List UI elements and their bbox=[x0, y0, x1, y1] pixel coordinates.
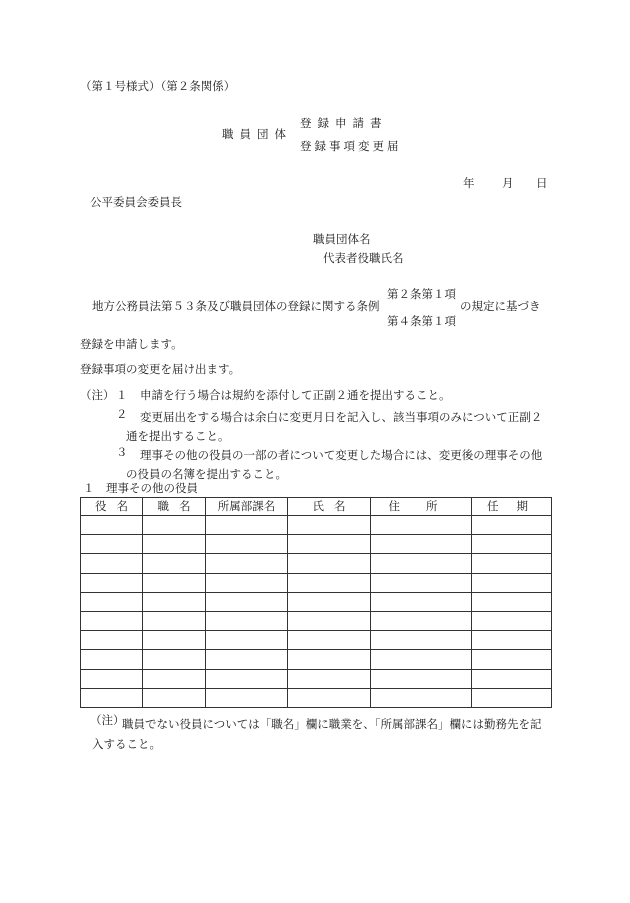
table-row bbox=[81, 535, 552, 554]
table-row bbox=[81, 650, 552, 669]
table-cell[interactable] bbox=[288, 573, 371, 592]
table-cell[interactable] bbox=[288, 592, 371, 611]
note-text: 申請を行う場合は規約を添付して正副２通を提出すること。 bbox=[140, 388, 451, 402]
table-cell[interactable] bbox=[81, 650, 143, 669]
notes-label: （注） bbox=[80, 388, 115, 402]
law-suffix: の規定に基づき bbox=[460, 299, 541, 313]
table-cell[interactable] bbox=[288, 554, 371, 573]
table-cell[interactable] bbox=[206, 516, 288, 535]
table-cell[interactable] bbox=[81, 535, 143, 554]
org-name-label: 職員団体名 bbox=[313, 232, 371, 246]
table-cell[interactable] bbox=[472, 611, 552, 630]
table-cell[interactable] bbox=[143, 554, 206, 573]
table-cell[interactable] bbox=[371, 592, 472, 611]
table-cell[interactable] bbox=[288, 516, 371, 535]
addressee: 公平委員会委員長 bbox=[90, 195, 182, 209]
table-cell[interactable] bbox=[371, 688, 472, 707]
form-label: （第１号様式）（第２条関係） bbox=[80, 79, 236, 93]
table-cell[interactable] bbox=[206, 669, 288, 688]
table-cell[interactable] bbox=[371, 516, 472, 535]
table-cell[interactable] bbox=[472, 631, 552, 650]
table-cell[interactable] bbox=[143, 573, 206, 592]
table-cell[interactable] bbox=[288, 669, 371, 688]
table-cell[interactable] bbox=[371, 631, 472, 650]
apply-line: 登録を申請します。 bbox=[80, 337, 183, 351]
law-text: 地方公務員法第５３条及び職員団体の登録に関する条例 bbox=[92, 299, 380, 313]
col-header-term: 任期 bbox=[472, 498, 552, 516]
table-row bbox=[81, 592, 552, 611]
col-header-address: 住所 bbox=[371, 498, 472, 516]
table-cell[interactable] bbox=[143, 535, 206, 554]
note-number: ３ bbox=[116, 445, 128, 459]
table-cell[interactable] bbox=[206, 535, 288, 554]
table-cell[interactable] bbox=[288, 535, 371, 554]
table-cell[interactable] bbox=[143, 516, 206, 535]
table-cell[interactable] bbox=[143, 650, 206, 669]
col-header-role: 役名 bbox=[81, 498, 143, 516]
table-cell[interactable] bbox=[143, 592, 206, 611]
table-cell[interactable] bbox=[472, 516, 552, 535]
table-cell[interactable] bbox=[143, 669, 206, 688]
table-cell[interactable] bbox=[206, 611, 288, 630]
col-header-position: 職名 bbox=[143, 498, 206, 516]
table-cell[interactable] bbox=[472, 592, 552, 611]
table-cell[interactable] bbox=[472, 650, 552, 669]
table-cell[interactable] bbox=[206, 554, 288, 573]
date-year: 年 bbox=[463, 176, 475, 190]
section-title: １ 理事その他の役員 bbox=[83, 481, 198, 495]
date-day: 日 bbox=[536, 176, 548, 190]
title-top: 登録申請書 bbox=[300, 116, 388, 130]
table-cell[interactable] bbox=[81, 669, 143, 688]
table-row bbox=[81, 516, 552, 535]
note-text: 理事その他の役員の一部の者について変更した場合には、変更後の理事その他の役員の名簿を提出すること。 bbox=[126, 448, 543, 481]
date-month: 月 bbox=[502, 176, 514, 190]
title-left: 職員団体 bbox=[222, 127, 292, 141]
note-number: ２ bbox=[116, 407, 128, 421]
footer-note-label: （注） bbox=[90, 713, 125, 727]
table-cell[interactable] bbox=[81, 516, 143, 535]
table-cell[interactable] bbox=[81, 611, 143, 630]
table-row bbox=[81, 669, 552, 688]
col-header-name: 氏名 bbox=[288, 498, 371, 516]
table-cell[interactable] bbox=[206, 592, 288, 611]
col-header-department: 所属部課名 bbox=[206, 498, 288, 516]
table-cell[interactable] bbox=[143, 611, 206, 630]
table-cell[interactable] bbox=[371, 611, 472, 630]
table-header-row bbox=[81, 498, 552, 516]
table-cell[interactable] bbox=[143, 688, 206, 707]
officer-table bbox=[80, 497, 552, 708]
note-number: １ bbox=[116, 388, 128, 402]
table-cell[interactable] bbox=[206, 688, 288, 707]
table-cell[interactable] bbox=[288, 650, 371, 669]
table-row bbox=[81, 573, 552, 592]
table-row bbox=[81, 554, 552, 573]
table-row bbox=[81, 611, 552, 630]
representative-label: 代表者役職氏名 bbox=[323, 251, 404, 265]
table-cell[interactable] bbox=[472, 554, 552, 573]
note-text: 変更届出をする場合は余白に変更月日を記入し、該当事項のみについて正副２通を提出すること。 bbox=[126, 410, 543, 443]
table-cell[interactable] bbox=[472, 688, 552, 707]
table-cell[interactable] bbox=[472, 535, 552, 554]
table-cell[interactable] bbox=[472, 573, 552, 592]
table-cell[interactable] bbox=[81, 592, 143, 611]
title-bottom: 登録事項変更届 bbox=[300, 139, 402, 153]
table-cell[interactable] bbox=[288, 611, 371, 630]
table-cell[interactable] bbox=[371, 650, 472, 669]
footer-note-text: 職員でない役員については「職名」欄に職業を、「所属部課名」欄には勤務先を記入すること。 bbox=[92, 717, 542, 751]
table-cell[interactable] bbox=[143, 631, 206, 650]
clause-top: 第２条第１項 bbox=[387, 287, 456, 301]
table-cell[interactable] bbox=[206, 573, 288, 592]
table-cell[interactable] bbox=[288, 631, 371, 650]
table-cell[interactable] bbox=[81, 631, 143, 650]
table-cell[interactable] bbox=[206, 631, 288, 650]
table-cell[interactable] bbox=[371, 535, 472, 554]
table-cell[interactable] bbox=[371, 573, 472, 592]
table-cell[interactable] bbox=[371, 554, 472, 573]
table-cell[interactable] bbox=[206, 650, 288, 669]
table-cell[interactable] bbox=[371, 669, 472, 688]
change-line: 登録事項の変更を届け出ます。 bbox=[80, 362, 241, 376]
table-row bbox=[81, 688, 552, 707]
table-cell[interactable] bbox=[81, 573, 143, 592]
table-row bbox=[81, 631, 552, 650]
table-cell[interactable] bbox=[288, 688, 371, 707]
table-cell[interactable] bbox=[81, 688, 143, 707]
table-cell[interactable] bbox=[472, 669, 552, 688]
table-cell[interactable] bbox=[81, 554, 143, 573]
clause-bottom: 第４条第１項 bbox=[387, 314, 456, 328]
